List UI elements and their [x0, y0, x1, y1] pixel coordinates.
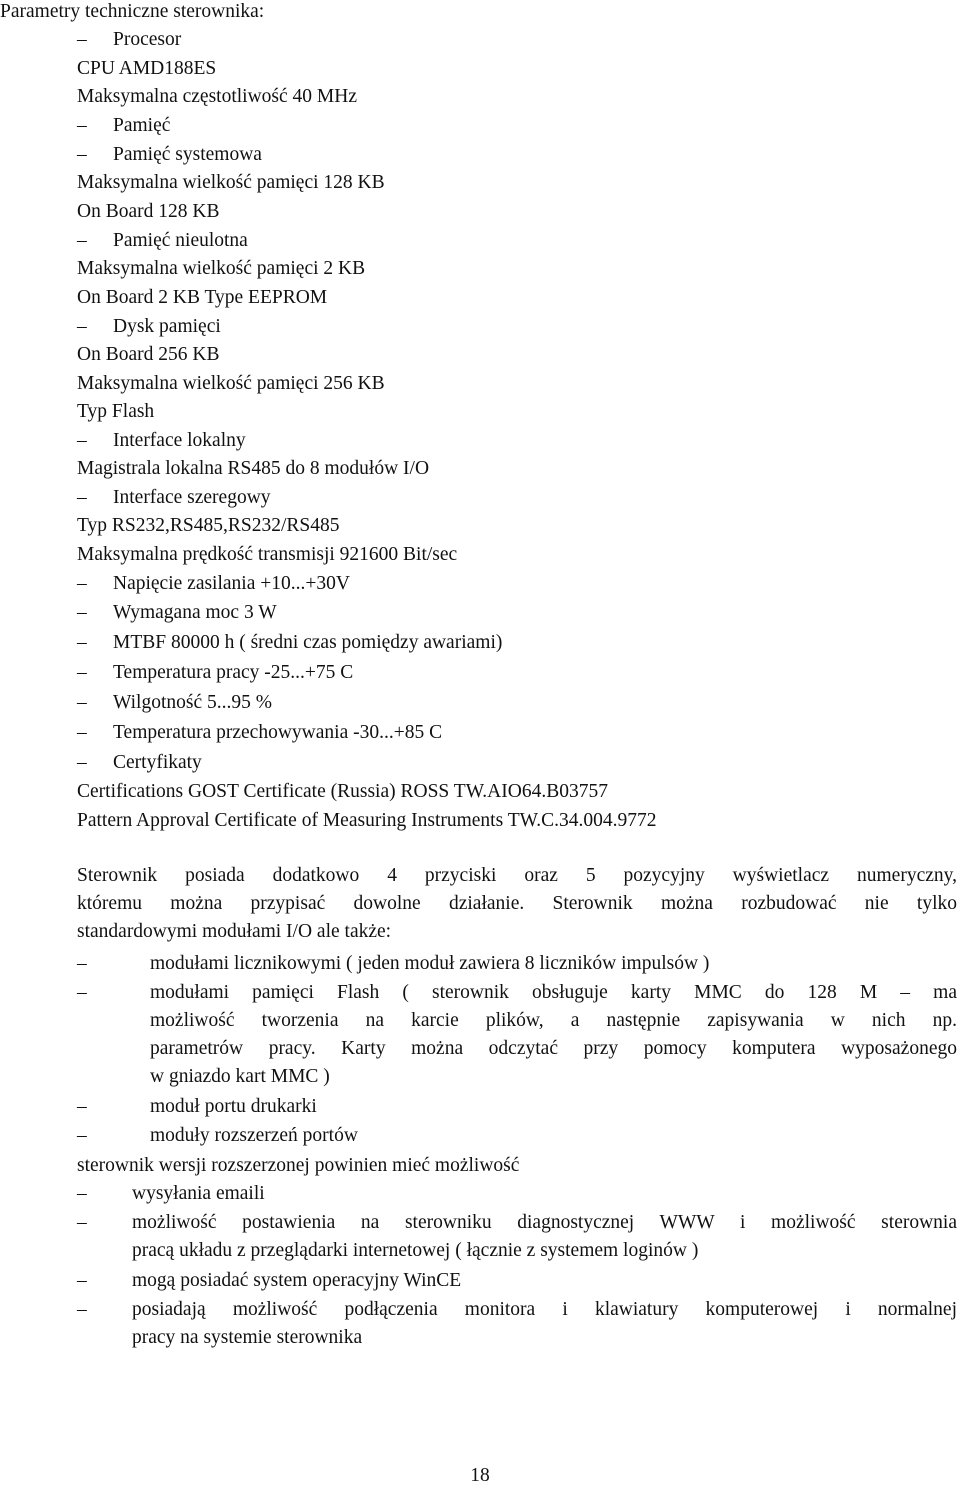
spec-line: Typ Flash	[77, 401, 155, 422]
dash-bullet	[77, 950, 87, 978]
dash-bullet	[77, 1267, 87, 1295]
spec-title: Parametry techniczne sterownika:	[0, 1, 265, 22]
spec-line: CPU AMD188ES	[77, 58, 217, 79]
dash-bullet	[77, 979, 87, 1007]
spec-line: Pattern Approval Certificate of Measuring Instruments TW.C.34.004.9772	[77, 810, 657, 831]
document-page: Parametry techniczne sterownika: –Procesor CPU AMD188ES Maksymalna częstotliwość 40 MHz –Pamięć –Pamięć systemowa Maksymalna wielkość pamięci 128 KB On Board 128 KB –Pamięć nieulotna Maksymalna wielkość pamięci 2 KB On Board 2 KB Type EEPROM –Dysk pamięci On Board 256 KB Maksymalna wielkość pamięci 256 KB Typ Flash –Interface lokalny Magistrala lokalna RS485 do 8 modułów I/O –Interface szeregowy Typ RS232,RS485,RS232/RS485 Maksymalna prędkość transmisji 921600 Bit/sec –Napięcie zasilania +10...+30V –Wymagana moc 3 W –MTBF 80000 h ( średni czas pomiędzy awariami) –Temperatura pracy -25...+75 C –Wilgotność 5...95 % –Temperatura przechowywania -30...+85 C –Certyfikaty Certifications GOST Certificate (Russia) ROSS TW.AIO64.B03757 Pattern Approval Certificate of Measuring Instruments TW.C.34.004.9772 Sterownik posiada dodatkowo 4 przyciski oraz 5 pozycyjny wyświetlacz numeryczny, któremu można przypisać dowolne działanie. Sterownik można rozbudować nie tylko standardowymi modułami I/O ale także: – modułami licznikowymi ( jeden moduł zawiera 8 liczników impulsów ) – modułami pamięci Flash ( sterownik obsługuje karty MMC do 128 M – ma możliwość tworzenia na karcie plików, a następnie zapisywania w nich np. parametrów pracy. Karty można odczytać przy pomocy komputera wyposażonego w gniazdo kart MMC ) – moduł portu drukarki – moduły rozszerzeń portów sterownik wersji rozszerzonej powinien mieć możliwość – wysyłania emaili – możliwość postawienia na sterowniku diagnostycznej WWW i możliwość sterownia pracą układu z przeglądarki internetowej ( łącznie z systemem loginów ) – mogą posiadać system operacyjny WinCE – posiadają możliwość podłączenia monitora i klawiatury komputerowej i normalnej pracy na systemie sterownika 18	[0, 0, 960, 1487]
dash-bullet	[77, 572, 113, 596]
spec-line: On Board 128 KB	[77, 201, 220, 222]
spec-line: –Dysk pamięci	[77, 315, 221, 339]
dash-bullet	[77, 1296, 87, 1324]
spec-line: Magistrala lokalna RS485 do 8 modułów I/O	[77, 458, 430, 479]
spec-line: –Wilgotność 5...95 %	[77, 691, 272, 715]
extended-heading: sterownik wersji rozszerzonej powinien mieć możliwość	[77, 1155, 520, 1176]
dash-bullet	[77, 601, 113, 625]
dash-bullet	[77, 1209, 87, 1237]
spec-line: Maksymalna wielkość pamięci 256 KB	[77, 373, 385, 394]
spec-line: –Temperatura przechowywania -30...+85 C	[77, 721, 442, 745]
dash-bullet	[77, 486, 113, 510]
dash-bullet	[77, 1122, 87, 1150]
spec-line: Maksymalna wielkość pamięci 2 KB	[77, 258, 366, 279]
spec-line: –Pamięć nieulotna	[77, 229, 248, 253]
spec-line: –Napięcie zasilania +10...+30V	[77, 572, 350, 596]
spec-line: –Pamięć systemowa	[77, 143, 262, 167]
dash-bullet	[77, 751, 113, 775]
dash-bullet	[77, 229, 113, 253]
dash-bullet	[77, 315, 113, 339]
spec-line: –Temperatura pracy -25...+75 C	[77, 661, 353, 685]
intro-paragraph: Sterownik posiada dodatkowo 4 przyciski oraz 5 pozycyjny wyświetlacz numeryczny, któremu można przypisać dowolne działanie. Sterownik można rozbudować nie tylko standardowymi modułami I/O ale także:	[77, 865, 957, 942]
spec-line: On Board 2 KB Type EEPROM	[77, 287, 328, 308]
spec-line: Maksymalna wielkość pamięci 128 KB	[77, 172, 385, 193]
spec-line: –Certyfikaty	[77, 751, 202, 775]
spec-line: Typ RS232,RS485,RS232/RS485	[77, 515, 340, 536]
dash-bullet	[77, 429, 113, 453]
spec-line: –Interface lokalny	[77, 429, 246, 453]
dash-bullet	[77, 721, 113, 745]
spec-line: –MTBF 80000 h ( średni czas pomiędzy awariami)	[77, 631, 502, 655]
dash-bullet	[77, 691, 113, 715]
spec-line: –Wymagana moc 3 W	[77, 601, 277, 625]
dash-bullet	[77, 631, 113, 655]
spec-line: Maksymalna prędkość transmisji 921600 Bit/sec	[77, 544, 458, 565]
dash-bullet	[77, 661, 113, 685]
dash-bullet	[77, 143, 113, 167]
dash-bullet	[77, 1180, 87, 1208]
spec-line: –Procesor	[77, 28, 181, 52]
dash-bullet	[77, 1093, 87, 1121]
spec-line: Certifications GOST Certificate (Russia) ROSS TW.AIO64.B03757	[77, 781, 608, 802]
dash-bullet	[77, 114, 113, 138]
spec-line: On Board 256 KB	[77, 344, 220, 365]
spec-line: –Interface szeregowy	[77, 486, 271, 510]
dash-bullet	[77, 28, 113, 52]
spec-line: –Pamięć	[77, 114, 170, 138]
page-number: 18	[470, 1465, 490, 1486]
spec-line: Maksymalna częstotliwość 40 MHz	[77, 86, 357, 107]
